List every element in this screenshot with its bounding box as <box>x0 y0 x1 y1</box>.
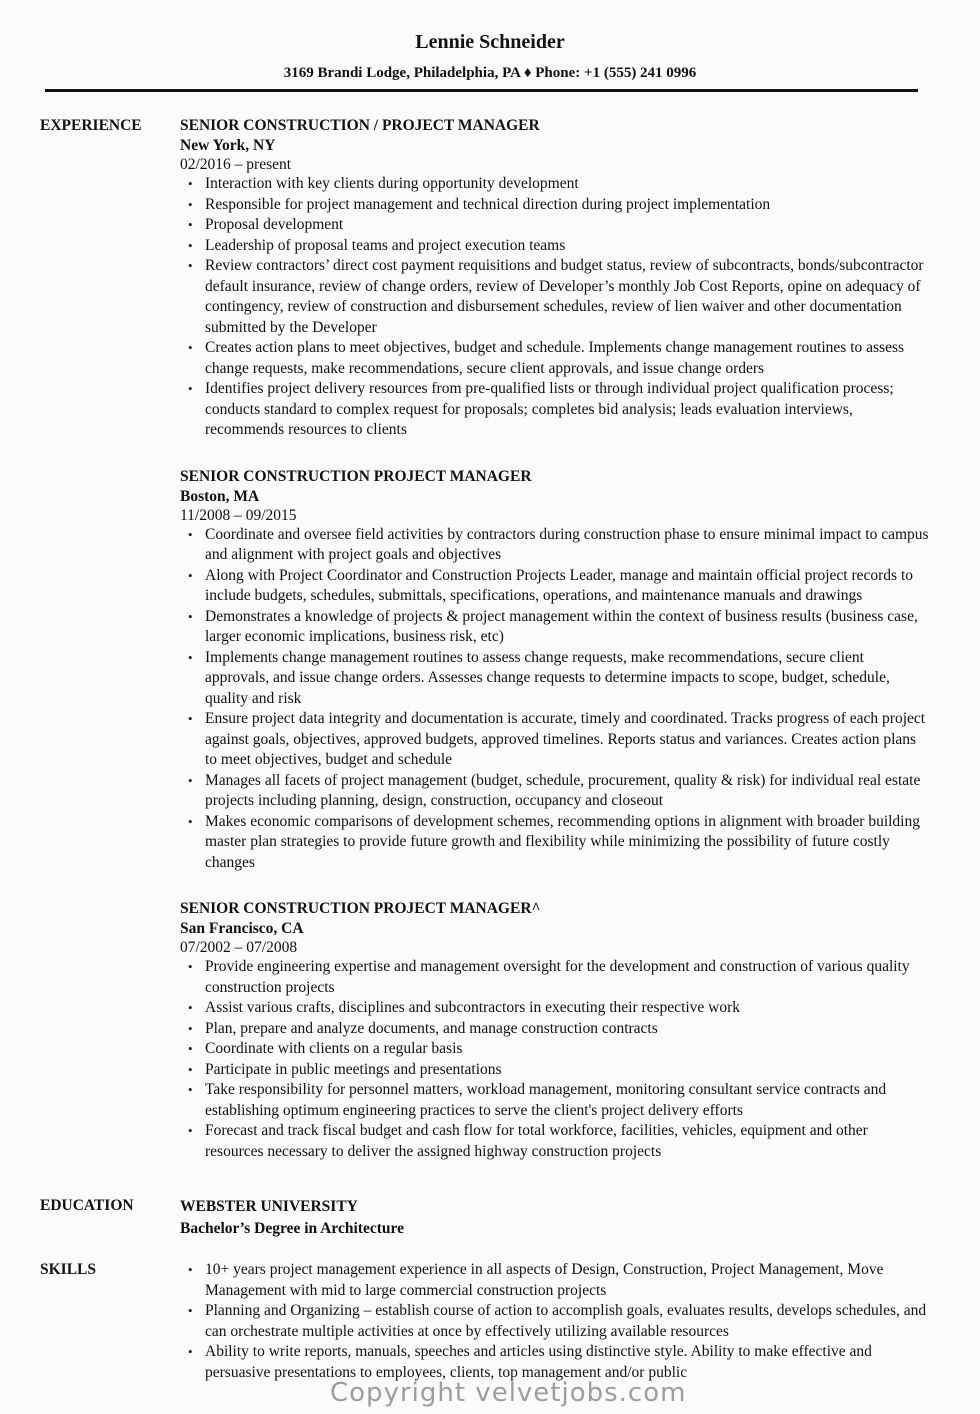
bullet-item: • Provide engineering expertise and management oversight for the development and construction of various quality construction projects <box>205 957 930 998</box>
skill-item: • Ability to write reports, manuals, speeches and articles using distinctive style. Ability to make effective and persuasive presentations to employees, clients, top management and/or public <box>205 1342 930 1383</box>
candidate-name: Lennie Schneider <box>415 31 565 53</box>
copyright-watermark: Copyright velvetjobs.com <box>330 1378 687 1408</box>
job-title: SENIOR CONSTRUCTION / PROJECT MANAGER <box>180 117 540 134</box>
bullet-item: • Ensure project data integrity and documentation is accurate, timely and coordinated. Tracks progress of each project against goals, objectives, approved budgets, approved timelines. Reports status and variances. Creates action plans to meet objectives, budget and schedule <box>205 709 930 771</box>
job-bullets <box>180 957 930 1162</box>
bullet-item: • Review contractors’ direct cost payment requisitions and budget status, review of subcontracts, bonds/subcontractor default insurance, review of change orders, review of Developer’s monthly Job Cost Reports, opine on adequacy of contingency, review of construction and disbursement schedules, review of lien waiver and other documentation submitted by the Developer <box>205 256 930 338</box>
bullet-item: • Coordinate and oversee field activities by contractors during construction phase to ensure minimal impact to campus and alignment with project goals and objectives <box>205 525 930 566</box>
skill-item: • 10+ years project management experience in all aspects of Design, Construction, Project Management, Move Management with mid to large commercial construction projects <box>205 1260 930 1301</box>
skills-list <box>180 1260 930 1383</box>
education-school: WEBSTER UNIVERSITY <box>180 1198 358 1215</box>
bullet-item: • Manages all facets of project management (budget, schedule, procurement, quality & risk) for individual real estate projects including planning, design, construction, occupancy and closeout <box>205 771 930 812</box>
bullet-item: • Along with Project Coordinator and Construction Projects Leader, manage and maintain official project records to include budgets, schedules, submittals, specifications, operations, and maintenance manuals and drawings <box>205 566 930 607</box>
education-section <box>0 1196 980 1240</box>
contact-line: 3169 Brandi Lodge, Philadelphia, PA ♦ Phone: +1 (555) 241 0996 <box>283 65 697 81</box>
bullet-item: • Proposal development <box>205 215 930 236</box>
job-entry <box>180 467 930 874</box>
skills-body <box>180 1260 930 1383</box>
bullet-item: • Assist various crafts, disciplines and subcontractors in executing their respective work <box>205 998 930 1019</box>
job-bullets <box>180 174 930 441</box>
bullet-item: • Plan, prepare and analyze documents, and manage construction contracts <box>205 1019 930 1040</box>
bullet-item: • Forecast and track fiscal budget and cash flow for total workforce, facilities, vehicles, equipment and other resources necessary to deliver the assigned highway construction projects <box>205 1121 930 1162</box>
skills-label: SKILLS <box>40 1261 97 1278</box>
bullet-item: • Leadership of proposal teams and project execution teams <box>205 236 930 257</box>
skills-section <box>0 1260 980 1383</box>
job-location: San Francisco, CA <box>180 920 304 937</box>
job-location: Boston, MA <box>180 487 260 505</box>
education-body <box>180 1196 930 1240</box>
job-dates: 07/2002 – 07/2008 <box>180 939 298 956</box>
experience-section <box>0 116 980 1188</box>
header-divider <box>45 89 918 92</box>
job-bullets <box>180 525 930 874</box>
bullet-item: • Interaction with key clients during opportunity development <box>205 174 930 195</box>
job-entry <box>180 116 930 441</box>
resume-header <box>0 0 980 92</box>
bullet-item: • Creates action plans to meet objectives, budget and schedule. Implements change management routines to assess change requests, make recommendations, secure client approvals, and issue change orders <box>205 338 930 379</box>
bullet-item: • Participate in public meetings and presentations <box>205 1060 930 1081</box>
bullet-item: • Responsible for project management and technical direction during project implementation <box>205 195 930 216</box>
bullet-item: • Implements change management routines to assess change requests, make recommendations, secure client approvals, and issue change orders. Assesses change requests to determine impacts to scope, budget, schedule, quality and risk <box>205 648 930 710</box>
education-label: EDUCATION <box>40 1197 134 1214</box>
skill-item: • Planning and Organizing – establish course of action to accomplish goals, evaluates results, develops schedules, and can orchestrate multiple activities at once by effectively utilizing available resources <box>205 1301 930 1342</box>
experience-body <box>180 116 930 1188</box>
bullet-item: • Take responsibility for personnel matters, workload management, monitoring consultant service contracts and establishing optimum engineering practices to serve the client's project delivery efforts <box>205 1080 930 1121</box>
job-dates: 11/2008 – 09/2015 <box>180 506 297 524</box>
experience-label: EXPERIENCE <box>40 117 142 134</box>
education-degree: Bachelor’s Degree in Architecture <box>180 1220 404 1237</box>
job-title: SENIOR CONSTRUCTION PROJECT MANAGER <box>180 467 532 485</box>
bullet-item: • Makes economic comparisons of development schemes, recommending options in alignment with broader building master plan strategies to provide future growth and flexibility while minimizing the possibility of future costly changes <box>205 812 930 874</box>
job-location: New York, NY <box>180 137 276 154</box>
bullet-item: • Demonstrates a knowledge of projects & project management within the context of business results (business case, larger economic implications, business risk, etc) <box>205 607 930 648</box>
job-dates: 02/2016 – present <box>180 156 292 173</box>
bullet-item: • Identifies project delivery resources from pre-qualified lists or through individual project qualification process; conducts standard to complex request for proposals; completes bid analysis; leads evaluation interviews, recommends resources to clients <box>205 379 930 441</box>
job-title: SENIOR CONSTRUCTION PROJECT MANAGER^ <box>180 900 541 917</box>
job-entry <box>180 899 930 1162</box>
bullet-item: • Coordinate with clients on a regular basis <box>205 1039 930 1060</box>
